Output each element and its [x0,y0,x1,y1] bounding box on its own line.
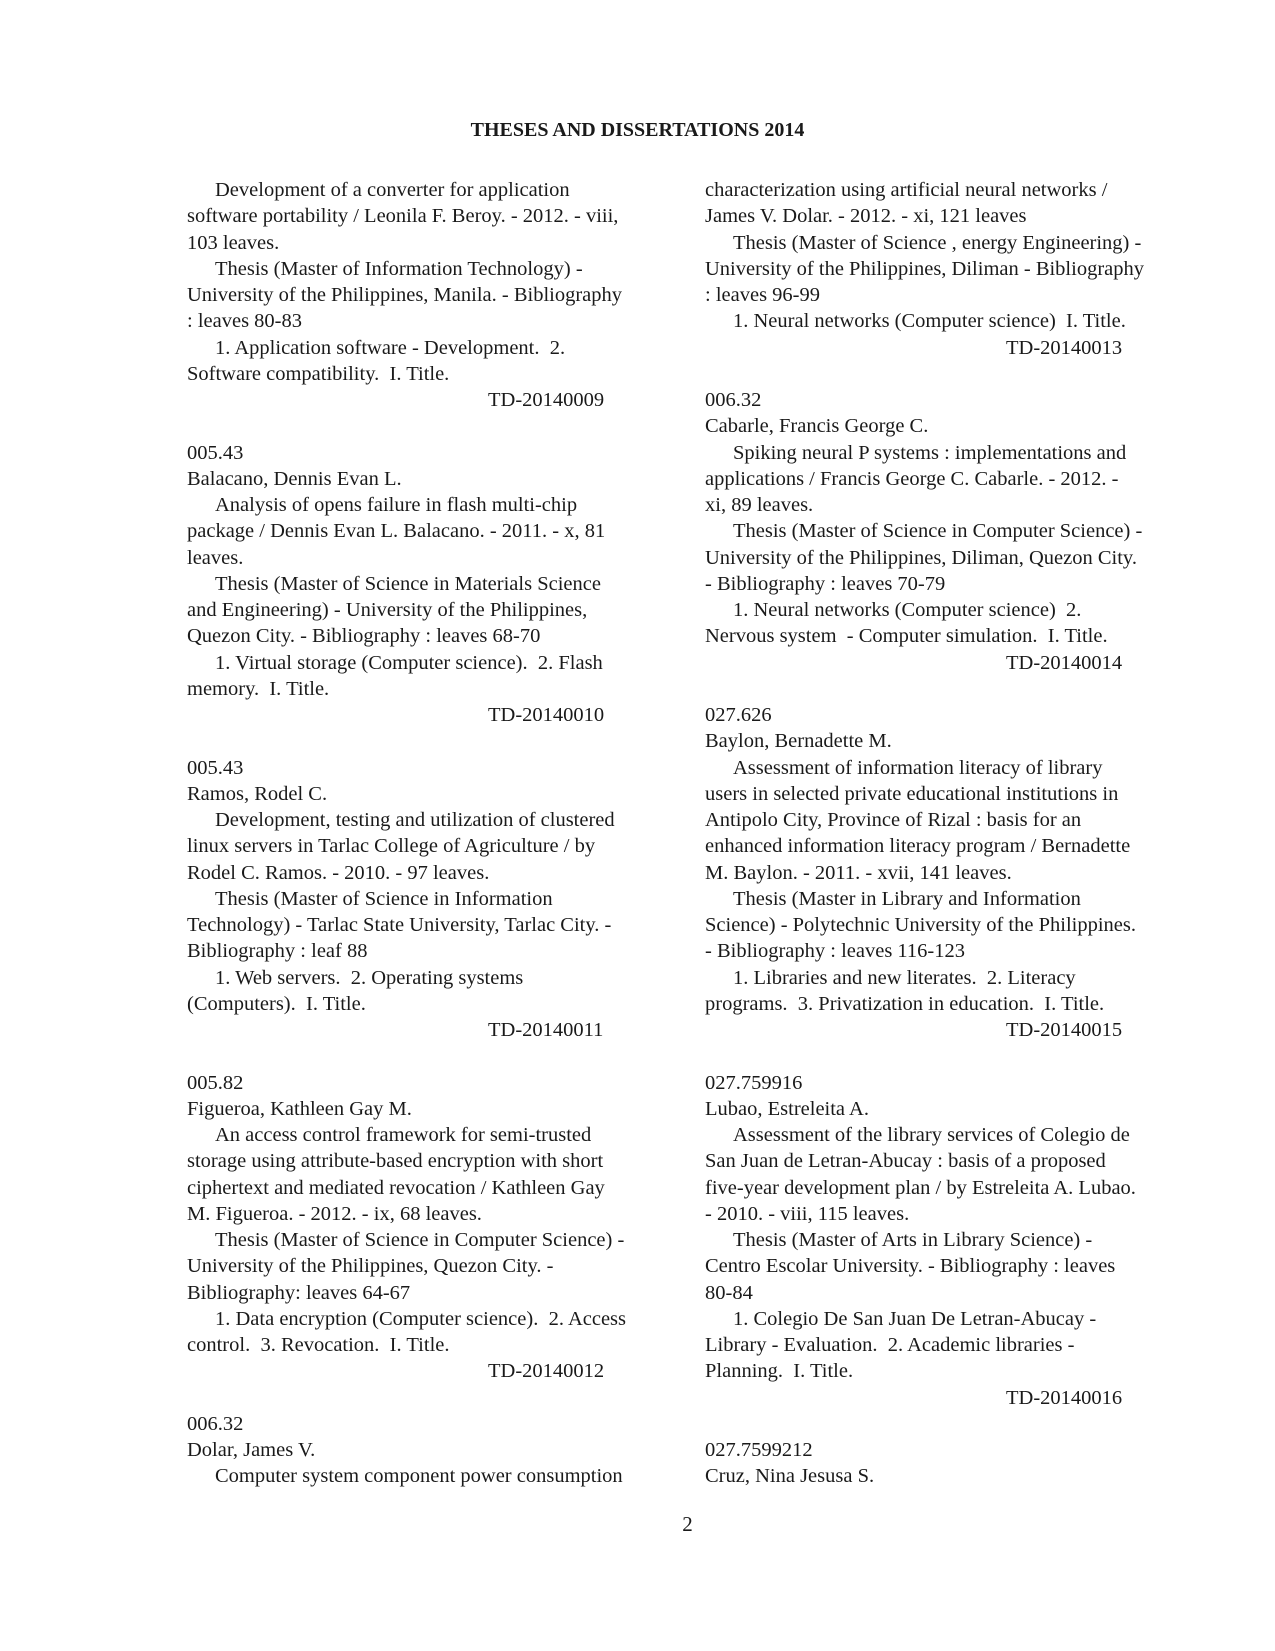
entry-class-number: 006.32 [705,389,762,411]
entry-subjects-line: 1. Virtual storage (Computer science). 2. Flash [215,651,603,674]
entry-class-number: 027.7599212 [705,1439,813,1461]
entry-description-line: package / Dennis Evan L. Balacano. - 2011. - x, 81 [187,520,606,543]
entry-description-line: five-year development plan / by Estreleita A. Lubao. [705,1176,1136,1199]
entry-subjects-line: 1. Libraries and new literates. 2. Literacy [733,966,1076,989]
entry-description-line: Analysis of opens failure in flash multi-chip [215,494,578,516]
entry-class-number: 027.626 [705,704,772,726]
entry-note-line: University of the Philippines, Manila. - Bibliography [187,284,623,306]
entry-id: TD-20140010 [488,704,605,726]
catalog-entry [705,387,1193,676]
catalog-entry [705,1070,1193,1411]
entry-note-line: Quezon City. - Bibliography : leaves 68-70 [187,625,541,648]
entry-class-number: 027.759916 [705,1071,803,1094]
entry-subjects-line: programs. 3. Privatization in education. I. Title. [705,992,1105,1015]
entry-subjects-line: 1. Neural networks (Computer science) 2. [733,599,1082,621]
catalog-entry [187,755,675,1044]
entry-description-line: James V. Dolar. - 2012. - xi, 121 leaves [705,205,1027,228]
entry-id: TD-20140014 [1006,651,1123,674]
entry-subjects-line: 1. Data encryption (Computer science). 2. Access [215,1307,627,1330]
entry-author: Lubao, Estreleita A. [705,1097,869,1120]
entry-description-line: Development, testing and utilization of clustered [215,809,615,831]
entry-note-line: Thesis (Master in Library and Information [733,887,1081,910]
entry-description-line: characterization using artificial neural networks / [705,179,1108,201]
catalog-entry [705,177,1193,361]
entry-description-line: M. Baylon. - 2011. - xvii, 141 leaves. [705,861,1012,884]
left-column [187,177,675,1490]
entry-description-line: users in selected private educational institutions in [705,782,1119,805]
entry-description-line: Development of a converter for application [215,179,570,201]
entry-description-line: Assessment of information literacy of library [733,756,1103,779]
entry-description-line: Spiking neural P systems : implementations and [733,441,1127,464]
entry-note-line: University of the Philippines, Quezon City. - [187,1255,554,1278]
entry-class-number: 005.43 [187,441,244,464]
entry-subjects-line: Software compatibility. I. Title. [187,362,450,385]
entry-note-line: 80-84 [705,1281,753,1304]
entry-description-line: - 2010. - viii, 115 leaves. [705,1202,910,1225]
entry-author: Dolar, James V. [187,1439,316,1461]
entry-author: Baylon, Bernadette M. [705,730,892,753]
entry-note-line: Centro Escolar University. - Bibliography : leaves [705,1255,1116,1278]
entry-note-line: Thesis (Master of Science in Materials Science [215,572,601,595]
entry-author: Figueroa, Kathleen Gay M. [187,1097,412,1120]
entry-description-line: linux servers in Tarlac College of Agriculture / by [187,835,596,858]
entry-note-line: Bibliography : leaf 88 [187,940,368,963]
catalog-entry [187,1070,675,1385]
entry-author: Ramos, Rodel C. [187,782,328,805]
entry-id: TD-20140013 [1006,336,1123,359]
entry-subjects-line: control. 3. Revocation. I. Title. [187,1334,450,1356]
entry-id: TD-20140015 [1006,1019,1123,1041]
entry-note-line: Thesis (Master of Science in Information [215,887,553,910]
entry-description-line: Antipolo City, Province of Rizal : basis for an [705,809,1082,831]
entry-id: TD-20140011 [488,1019,604,1041]
entry-description-line: Assessment of the library services of Colegio de [733,1124,1130,1146]
catalog-entry [705,702,1193,1043]
entry-subjects-line: 1. Web servers. 2. Operating systems [215,966,524,989]
entry-note-line: : leaves 80-83 [187,310,302,333]
entry-note-line: Technology) - Tarlac State University, Tarlac City. - [187,914,612,936]
catalog-entry [187,177,675,413]
entry-subjects-line: 1. Colegio De San Juan De Letran-Abucay - [733,1307,1097,1330]
entry-subjects-line: 1. Neural networks (Computer science) I. Title. [733,310,1126,333]
entry-note-line: Thesis (Master of Information Technology) - [215,257,583,280]
entry-description-line: storage using attribute-based encryption with short [187,1150,604,1173]
entry-note-line: - Bibliography : leaves 70-79 [705,572,946,595]
entry-subjects-line: Library - Evaluation. 2. Academic libraries - [705,1334,1075,1356]
entry-description-line: applications / Francis George C. Cabarle. - 2012. - [705,467,1119,490]
entry-description-line: Computer system component power consumption [215,1465,623,1488]
entry-subjects-line: Planning. I. Title. [705,1360,854,1383]
entry-note-line: University of the Philippines, Diliman, Quezon City. [705,546,1137,569]
entry-description-line: xi, 89 leaves. [705,494,814,516]
entry-note-line: Science) - Polytechnic University of the Philippines. [705,914,1136,936]
entry-description-line: software portability / Leonila F. Beroy. - 2012. - viii, [187,205,619,228]
right-column [705,177,1193,1490]
entry-description-line: San Juan de Letran-Abucay : basis of a proposed [705,1150,1106,1173]
entry-id: TD-20140012 [488,1360,605,1383]
entry-author: Cruz, Nina Jesusa S. [705,1465,875,1488]
entry-note-line: : leaves 96-99 [705,284,820,306]
entry-note-line: Thesis (Master of Science in Computer Science) - [215,1229,625,1251]
page-number: 2 [682,1512,693,1536]
entry-description-line: enhanced information literacy program / Bernadette [705,835,1131,858]
catalog-entry [705,1437,1193,1490]
entry-description-line: An access control framework for semi-trusted [215,1124,592,1146]
entry-class-number: 006.32 [187,1412,244,1435]
entry-subjects-line: 1. Application software - Development. 2. [215,336,566,359]
entry-id: TD-20140009 [488,389,605,411]
entry-subjects-line: (Computers). I. Title. [187,992,366,1015]
entry-description-line: leaves. [187,546,244,569]
catalog-entry [187,440,675,729]
entry-note-line: University of the Philippines, Diliman - Bibliography [705,257,1144,280]
entry-description-line: ciphertext and mediated revocation / Kathleen Gay [187,1176,605,1199]
entry-author: Cabarle, Francis George C. [705,415,929,438]
entry-id: TD-20140016 [1006,1386,1123,1409]
entry-description-line: M. Figueroa. - 2012. - ix, 68 leaves. [187,1202,482,1225]
entry-author: Balacano, Dennis Evan L. [187,467,402,490]
entry-class-number: 005.82 [187,1071,244,1094]
catalog-entry [187,1411,675,1490]
entry-note-line: - Bibliography : leaves 116-123 [705,940,965,963]
entry-description-line: Rodel C. Ramos. - 2010. - 97 leaves. [187,861,490,884]
entry-description-line: 103 leaves. [187,231,280,254]
entry-note-line: Thesis (Master of Science , energy Engineering) - [733,231,1142,254]
page-title: THESES AND DISSERTATIONS 2014 [470,119,805,141]
entry-subjects-line: Nervous system - Computer simulation. I. Title. [705,625,1108,648]
entry-note-line: and Engineering) - University of the Philippines, [187,599,588,621]
entry-note-line: Thesis (Master of Arts in Library Science) - [733,1229,1093,1251]
entry-note-line: Thesis (Master of Science in Computer Science) - [733,520,1143,543]
entry-class-number: 005.43 [187,756,244,779]
entry-subjects-line: memory. I. Title. [187,677,330,700]
entry-note-line: Bibliography: leaves 64-67 [187,1281,411,1304]
